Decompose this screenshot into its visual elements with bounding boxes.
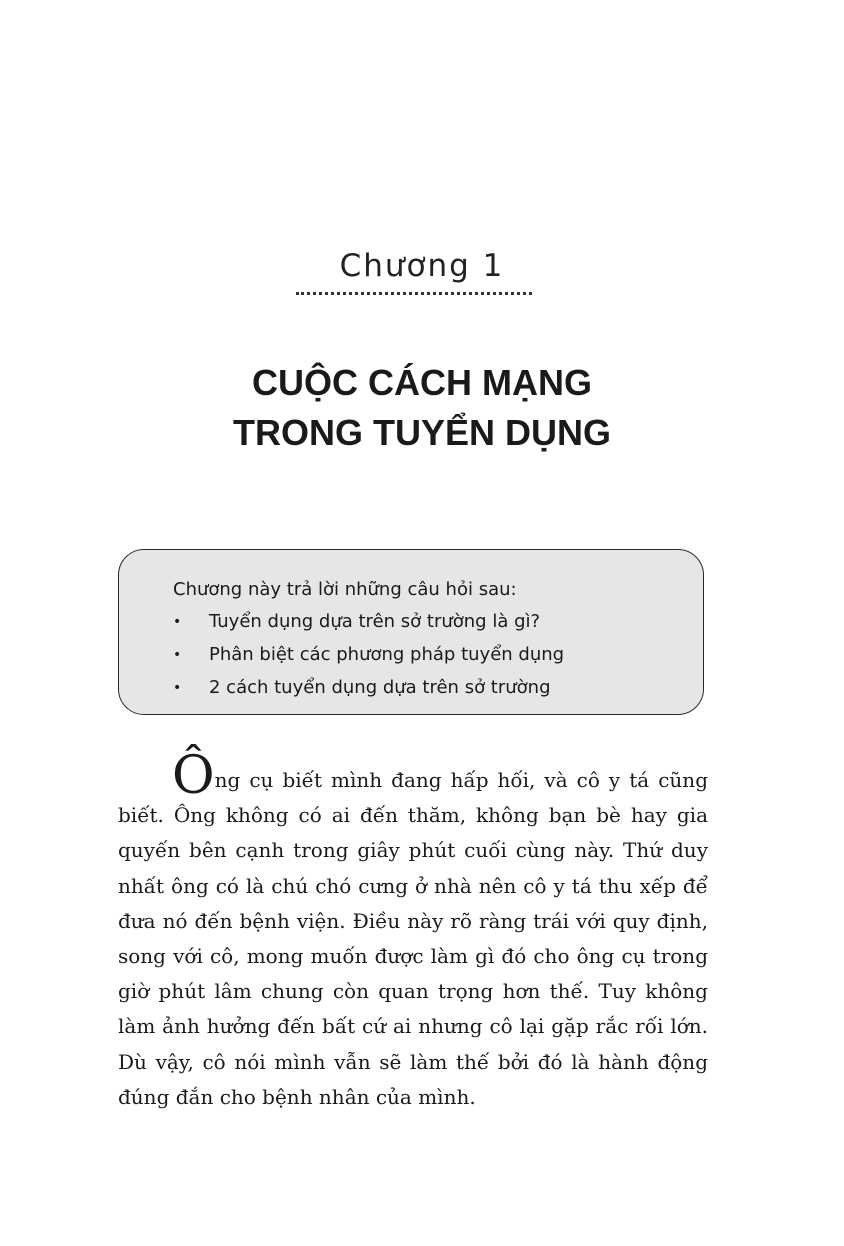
- chapter-title-line-1: CUỘC CÁCH MẠNG: [252, 362, 592, 403]
- chapter-divider: [296, 292, 532, 295]
- body-text: [118, 746, 708, 1115]
- questions-intro: Chương này trả lời những câu hỏi sau:: [173, 579, 517, 600]
- question-item: [173, 608, 703, 641]
- paragraph-text: ng cụ biết mình đang hấp hối, và cô y tá cũng biết. Ông không có ai đến thăm, không bạn bè hay gia quyến bên cạnh trong giây phút cuối cùng này. Thứ duy nhất ông có là chú chó cưng ở nhà nên cô y tá thu xếp để đưa nó đến bệnh viện. Điều này rõ ràng trái với quy định, song với cô, mong muốn được làm gì đó cho ông cụ trong giờ phút lâm chung còn quan trọng hơn thế. Tuy không làm ảnh hưởng đến bất cứ ai nhưng cô lại gặp rắc rối lớn. Dù vậy, cô nói mình vẫn sẽ làm thế bởi đó là hành động đúng đắn cho bệnh nhân của mình.: [118, 768, 708, 1109]
- bullet-icon: •: [173, 680, 182, 696]
- chapter-title: [0, 358, 844, 458]
- bullet-icon: •: [173, 647, 182, 663]
- chapter-title-line-2: TRONG TUYỂN DỤNG: [233, 412, 611, 453]
- questions-list: [173, 608, 703, 707]
- question-text: 2 cách tuyển dụng dựa trên sở trường: [209, 677, 551, 698]
- chapter-questions-box: [118, 549, 704, 715]
- question-item: [173, 674, 703, 707]
- body-paragraph: [118, 746, 708, 1115]
- question-text: Tuyển dụng dựa trên sở trường là gì?: [209, 611, 541, 632]
- drop-cap: Ô: [172, 746, 215, 806]
- bullet-icon: •: [173, 614, 182, 630]
- question-text: Phân biệt các phương pháp tuyển dụng: [209, 644, 565, 665]
- chapter-label: Chương 1: [339, 248, 505, 284]
- question-item: [173, 641, 703, 674]
